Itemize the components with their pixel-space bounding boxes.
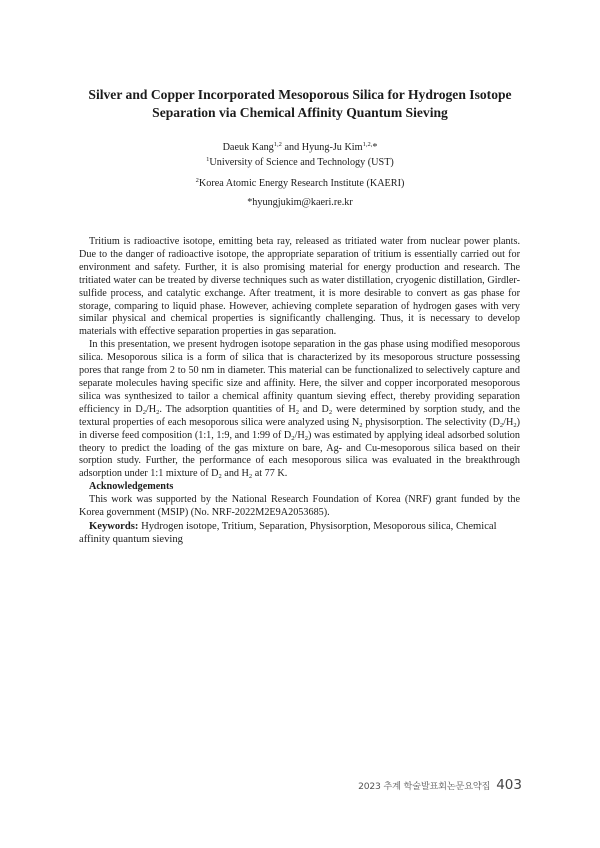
page-number: 403 [496,777,522,793]
affiliation-1-text: University of Science and Technology (UST) [209,157,394,168]
abstract-paragraph-2: In this presentation, we present hydrogen isotope separation in the gas phase using modified mesoporous silica. Mesoporous silica is a form of silica that is characterized by its mesoporous structure possessing pores that range from 2 to 50 nm in diameter. This material can be functionalized to selectively capture and separate molecules having specific size and affinity. Here, the silver and copper incorporated mesoporous silica was synthesized to tailor a chemical affinity quantum sieving effect, thereby providing separation efficiency in $D_2/H_2$. The adsorption quantities of $H_2$ and $D_2$ were determined by sorption study, and the textural properties of each mesoporous silica were analyzed using $N_2$ physisorption. The selectivity $(D_2/H_2)$ in diverse feed composition (1:1, 1:9, and 1:99 of $D_2/H_2$) was estimated by applying ideal adsorbed solution theory to predict the loading of the gas mixture on bare, Ag- and Cu-mesoporous silica based on their sorption study. Further, the performance of each mesoporous silica was evaluated in the breakthrough adsorption under 1:1 mixture of $D_2$ and $H_2$ at 77 K. [79,339,520,481]
author-1-affiliation-mark: 1,2 [273,141,282,148]
author-1-name: Daeuk Kang [222,142,274,153]
affiliation-1 [0,156,600,169]
keywords-text: Hydrogen isotope, Tritium, Separation, Physisorption, Mesoporous silica, Chemical affinity quantum sieving [79,520,497,546]
author-conjunction: and [284,142,300,153]
affiliation-1-number: 1 [206,156,210,163]
abstract-paragraph-1: Tritium is radioactive isotope, emitting beta ray, released as tritiated water from nuclear power plants. Due to the danger of radioactive isotope, the appropriate separation of tritium is essentially carried out for environment and safety. Further, it is also promising material for energy production and research. The tritiated water can be treated by diverse techniques such as water distillation, cryogenic distillation, Girdler-sulfide process, and catalytic exchange. After treatment, it is more desirable to convert as gas phase for storage, comparing to liquid phase. However, achieving complete separation of hydrogen gases with very similar physical and chemical properties is significantly challenging. Thus, it is necessary to develop materials with effective separation properties in gas separation. [79,236,520,338]
affiliation-2-text: Korea Atomic Energy Research Institute (KAERI) [198,178,405,189]
acknowledgements-text: This work was supported by the National Research Foundation of Korea (NRF) grant funded by the Korea government (MSIP) (No. NRF-2022M2E9A2053685). [79,494,520,519]
keywords [79,520,520,547]
conference-proceedings-title: 2023 추계 학술발표회논문요약집 [358,781,491,792]
affiliation-2 [0,177,600,190]
affiliation-2-number: 2 [195,177,199,184]
paper-title [60,86,540,122]
corresponding-email: *hyungjukim@kaeri.re.kr [247,197,353,208]
keywords-label: Keywords: [89,520,139,532]
page-footer [358,777,522,793]
author-2-name: Hyung-Ju Kim [301,142,363,153]
acknowledgements-heading: Acknowledgements [89,481,174,493]
corresponding-star: * [372,142,378,153]
title-line-1: Silver and Copper Incorporated Mesoporous Silica for Hydrogen Isotope [88,87,512,102]
abstract-body [79,236,520,547]
title-line-2: Separation via Chemical Affinity Quantum Sieving [152,105,448,120]
author-2-affiliation-mark: 1,2, [362,141,373,148]
author-line [0,141,600,154]
